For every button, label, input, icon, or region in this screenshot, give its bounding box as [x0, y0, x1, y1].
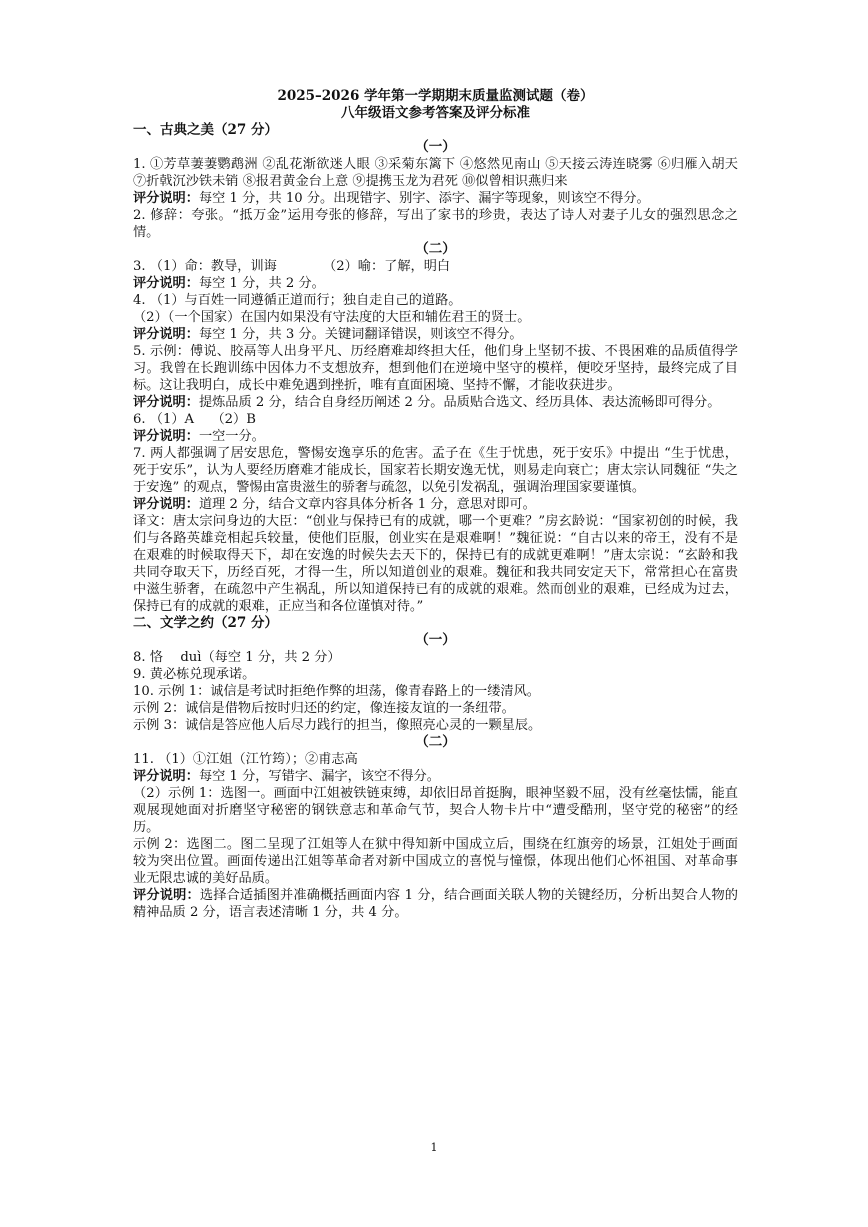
section-heading-classical: 一、古典之美（27 分） — [133, 122, 278, 138]
subsection-heading: （一） — [415, 139, 456, 155]
scoring-note-label: 评分说明： — [133, 191, 199, 206]
answer-q4-1: 4. （1）与百姓一同遵循正道而行；独自走自己的道路。 — [133, 293, 462, 308]
answer-q7: 7. 两人都强调了居安思危，警惕安逸享乐的危害。孟子在《生于忧患，死于安乐》中提出 “生于忧患，死于安乐”，认为人要经历磨难才能成长，国家若长期安逸无忧，则易走向衰亡；唐太宗认同魏征 “失之于安逸” 的观点，警惕由富贵滋生的骄奢与疏忽，以免引发祸乱，强调治理国家要谨慎。 — [133, 446, 738, 495]
answer-q2: 2. 修辞：夸张。“抵万金”运用夸张的修辞，写出了家书的珍贵，表达了诗人对妻子儿女的强烈思念之情。 — [133, 208, 738, 240]
scoring-note-label: 评分说明： — [133, 395, 199, 410]
scoring-note-text: 一空一分。 — [198, 429, 265, 444]
scoring-note-q11-2 — [133, 887, 738, 921]
page-content — [133, 88, 738, 921]
subsection-heading: （二） — [415, 734, 456, 750]
scoring-note-label: 评分说明： — [133, 888, 200, 903]
answer-q8: 8. 恪 duì（每空 1 分，共 2 分） — [133, 650, 341, 665]
answer-key-title: 八年级语文参考答案及评分标准 — [341, 105, 530, 121]
scoring-note-q3 — [133, 275, 738, 292]
scoring-note-text: 每空 1 分，写错字、漏字，该空不得分。 — [198, 769, 440, 784]
scoring-note-q7 — [133, 496, 738, 513]
scoring-note-text: 每空 1 分，共 2 分。 — [198, 276, 325, 291]
scoring-note-q11-1 — [133, 768, 738, 785]
scoring-note-label: 评分说明： — [133, 429, 199, 444]
answer-q11-2-example-1: （2）示例 1：选图一。画面中江姐被铁链束缚，却依旧昂首挺胸，眼神坚毅不屈，没有丝毫怯懦，能直观展现她面对折磨坚守秘密的钢铁意志和革命气节，契合人物卡片中“遭受酷刑，坚守党的秘密”的经历。 — [133, 786, 738, 835]
answer-q5: 5. 示例：傅说、胶鬲等人出身平凡、历经磨难却终担大任，他们身上坚韧不拔、不畏困难的品质值得学习。我曾在长跑训练中因体力不支想放弃，想到他们在逆境中坚守的模样，便咬牙坚持，最终完成了目标。这让我明白，成长中难免遇到挫折，唯有直面困境、坚持不懈，才能收获进步。 — [133, 344, 738, 393]
answer-q4-2: （2）（一个国家）在国内如果没有守法度的大臣和辅佐君王的贤士。 — [133, 310, 531, 325]
answer-q10-example-2: 示例 2：诚信是借物后按时归还的约定，像连接友谊的一条纽带。 — [133, 701, 515, 716]
exam-title: 2025–2026 学年第一学期期末质量监测试题（卷） — [277, 88, 594, 104]
scoring-note-label: 评分说明： — [133, 497, 199, 512]
scoring-note-text: 提炼品质 2 分，结合自身经历阐述 2 分。品质贴合选文、经历具体、表达流畅即可得分。 — [198, 395, 721, 410]
scoring-note-q6 — [133, 428, 738, 445]
answer-q6: 6. （1）A （2）B — [133, 412, 256, 427]
answer-q10-example-1: 10. 示例 1：诚信是考试时拒绝作弊的坦荡，像青春路上的一缕清风。 — [133, 684, 540, 699]
answer-q11-1: 11. （1）①江姐（江竹筠）；②甫志高 — [133, 752, 358, 767]
scoring-note-text: 选择合适插图并准确概括画面内容 1 分，结合画面关联人物的关键经历，分析出契合人物的精神品质 2 分，语言表述清晰 1 分，共 4 分。 — [133, 888, 738, 920]
scoring-note-text: 道理 2 分，结合文章内容具体分析各 1 分，意思对即可。 — [198, 497, 536, 512]
scoring-note-q1 — [133, 190, 738, 207]
section-heading-literature: 二、文学之约（27 分） — [133, 615, 278, 631]
translation-paragraph: 译文：唐太宗问身边的大臣：“创业与保持已有的成就，哪一个更难？”房玄龄说：“国家初创的时候，我们与各路英雄竞相起兵较量，使他们臣服，创业实在是艰难啊！”魏征说：“自古以来的帝王，没有不是在艰难的时候取得天下，却在安逸的时候失去天下的，保持已有的成就更难啊！”唐太宗说：“玄龄和我共同夺取天下，历经百死，才得一生，所以知道创业的艰难。魏征和我共同安定天下，常常担心在富贵中滋生骄奢，在疏忽中产生祸乱，所以知道保持已有的成就的艰难。然而创业的艰难，已经成为过去，保持已有的成就的艰难，正应当和各位谨慎对待。” — [133, 514, 738, 614]
answer-q9: 9. 黄必栋兑现承诺。 — [133, 667, 256, 682]
scoring-note-label: 评分说明： — [133, 327, 199, 342]
scoring-note-text: 每空 1 分，共 3 分。关键词翻译错误，则该空不得分。 — [198, 327, 523, 342]
answer-q3: 3. （1）命：教导，训诲 （2）喻：了解，明白 — [133, 259, 451, 274]
answer-q10-example-3: 示例 3：诚信是答应他人后尽力践行的担当，像照亮心灵的一颗星辰。 — [133, 718, 542, 733]
answer-q11-2-example-2: 示例 2：选图二。图二呈现了江姐等人在狱中得知新中国成立后，围绕在红旗旁的场景，江姐处于画面较为突出位置。画面传递出江姐等革命者对新中国成立的喜悦与憧憬，体现出他们心怀祖国、对革命事业无限忠诚的美好品质。 — [133, 837, 738, 886]
scoring-note-text: 每空 1 分，共 10 分。出现错字、别字、添字、漏字等现象，则该空不得分。 — [198, 191, 650, 206]
scoring-note-q5 — [133, 394, 738, 411]
scoring-note-q4 — [133, 326, 738, 343]
page-number: 1 — [430, 1141, 438, 1154]
answer-q1: 1. ①芳草萋萋鹦鹉洲 ②乱花渐欲迷人眼 ③采菊东篱下 ④悠然见南山 ⑤天接云涛连晓雾 ⑥归雁入胡天 ⑦折戟沉沙铁未销 ⑧报君黄金台上意 ⑨提携玉龙为君死 ⑩似曾相识燕归来 — [133, 157, 738, 189]
scoring-note-label: 评分说明： — [133, 276, 199, 291]
scoring-note-label: 评分说明： — [133, 769, 199, 784]
subsection-heading: （一） — [415, 632, 456, 648]
subsection-heading: （二） — [415, 241, 456, 257]
